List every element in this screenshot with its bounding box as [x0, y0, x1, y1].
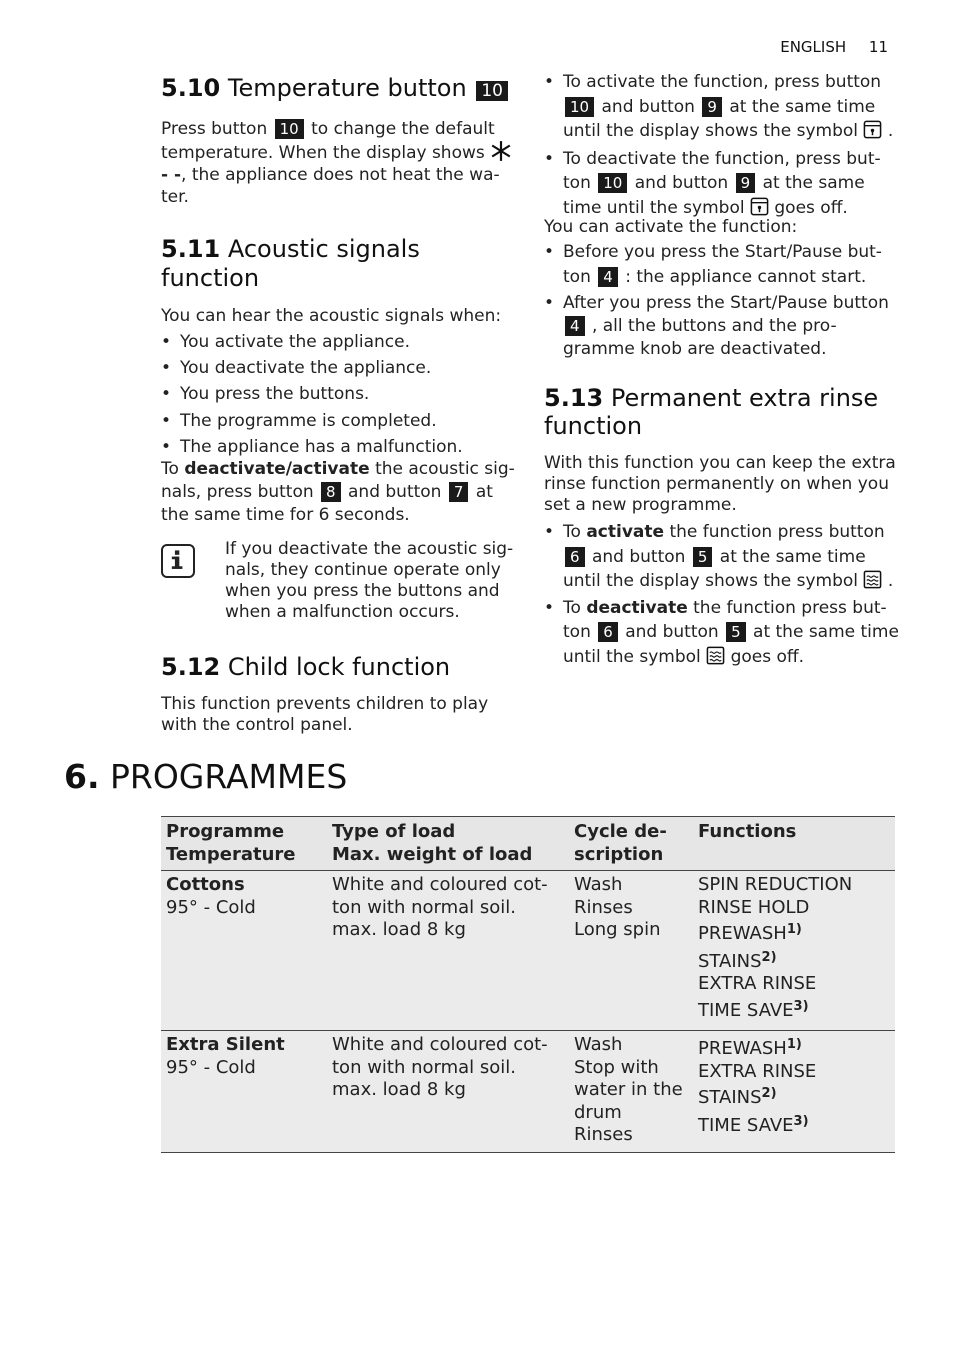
- button-label-10: 10: [598, 173, 627, 193]
- button-label-4: 4: [598, 267, 618, 287]
- button-label-4: 4: [565, 316, 585, 336]
- button-label-5: 5: [726, 622, 746, 642]
- column-header-functions: Functions: [698, 821, 797, 842]
- button-label-6: 6: [598, 622, 618, 642]
- section-5-11-heading: 5.11 Acoustic signals function: [161, 235, 420, 292]
- functions-cell: PREWASH$^{1)}$ EXTRA RINSE STAINS$^{2)}$ TIME SAVE$^{3)}$: [698, 1037, 817, 1136]
- acoustic-signals-list: [161, 331, 521, 458]
- column-header-load: Type of load Max. weight of load: [332, 821, 533, 865]
- button-label-6: 6: [565, 547, 585, 567]
- load-cell: White and coloured cot- ton with normal soil. max. load 8 kg: [332, 874, 548, 940]
- child-lock-icon: [863, 120, 882, 139]
- list-item: • After you press the Start/Pause button 4 , all the buttons and the pro-gramme knob are deactivated.: [544, 292, 899, 361]
- activate-function-intro: You can activate the function:: [544, 217, 798, 237]
- section-5-12-heading: 5.12 Child lock function: [161, 653, 451, 681]
- cycle-cell: Wash Stop with water in the drum Rinses: [574, 1034, 683, 1145]
- list-item: • To activate the function press button 6 and button 5 at the same time until the display shows the symbol .: [544, 520, 899, 594]
- list-item: • To deactivate the function, press but-ton 10 and button 9 at the same time until the symbol goes off.: [544, 147, 899, 221]
- list-item: • The programme is completed.: [161, 410, 521, 432]
- programmes-heading: 6. PROGRAMMES: [64, 757, 348, 796]
- list-item: • You activate the appliance.: [161, 331, 521, 353]
- cycle-cell: Wash Rinses Long spin: [574, 874, 661, 940]
- section-5-10-text: Press button 10 to change the default temperature. When the display shows - -, the appliance does not heat the wa-ter.: [161, 118, 521, 208]
- list-item: • You press the buttons.: [161, 383, 521, 405]
- no-heat-asterisk-icon: [490, 140, 512, 162]
- button-label-10: 10: [565, 97, 594, 117]
- programme-cell: Extra Silent 95° - Cold: [166, 1034, 285, 1078]
- section-5-11-intro: You can hear the acoustic signals when:: [161, 306, 502, 326]
- button-label-10: 10: [275, 119, 304, 139]
- extra-rinse-icon: [706, 646, 725, 665]
- section-5-12-text: This function prevents children to play with the control panel.: [161, 694, 489, 735]
- info-note-text: If you deactivate the acoustic sig-nals, they continue operate only when you press the buttons and when a malfunction occurs.: [225, 539, 514, 622]
- section-5-11-instruction: To deactivate/activate the acoustic sig-nals, press button 8 and button 7 at the same time for 6 seconds.: [161, 459, 515, 525]
- load-cell: White and coloured cot- ton with normal soil. max. load 8 kg: [332, 1034, 548, 1100]
- child-lock-icon: [750, 197, 769, 216]
- button-label-9: 9: [736, 173, 756, 193]
- list-item: • To activate the function, press button 10 and button 9 at the same time until the display shows the symbol .: [544, 70, 899, 144]
- column-header-programme: Programme Temperature: [166, 821, 296, 865]
- info-note: [161, 539, 521, 623]
- list-item: • Before you press the Start/Pause but-ton 4 : the appliance cannot start.: [544, 240, 899, 289]
- page-header: [762, 38, 888, 56]
- table-row: [161, 871, 895, 1031]
- left-column: [161, 70, 521, 736]
- button-label-9: 9: [702, 97, 722, 117]
- page-number: 11: [868, 38, 888, 56]
- table-header-row: [161, 817, 895, 871]
- button-label-7: 7: [449, 482, 469, 502]
- list-item: • To deactivate the function press but-ton 6 and button 5 at the same time until the symbol goes off.: [544, 596, 899, 670]
- table-row: [161, 1031, 895, 1153]
- column-header-cycle: Cycle de- scription: [574, 821, 667, 865]
- language-label: ENGLISH: [780, 38, 847, 56]
- right-column: [544, 70, 899, 669]
- functions-cell: SPIN REDUCTION RINSE HOLD PREWASH$^{1)}$ STAINS$^{2)}$ EXTRA RINSE TIME SAVE$^{3)}$: [698, 874, 853, 1021]
- programmes-table: [161, 816, 895, 1153]
- section-5-13-intro: With this function you can keep the extra rinse function permanently on when you set a new programme.: [544, 453, 896, 515]
- button-label-8: 8: [321, 482, 341, 502]
- button-label-10: 10: [476, 81, 508, 101]
- section-5-10-heading: 5.10 Temperature button 10: [161, 74, 521, 103]
- button-label-5: 5: [693, 547, 713, 567]
- list-item: • The appliance has a malfunction.: [161, 436, 521, 458]
- info-icon: [161, 544, 195, 578]
- list-item: • You deactivate the appliance.: [161, 357, 521, 379]
- programme-cell: Cottons 95° - Cold: [166, 874, 256, 918]
- extra-rinse-icon: [863, 570, 882, 589]
- section-5-13-heading: 5.13 Permanent extra rinse function: [544, 384, 879, 440]
